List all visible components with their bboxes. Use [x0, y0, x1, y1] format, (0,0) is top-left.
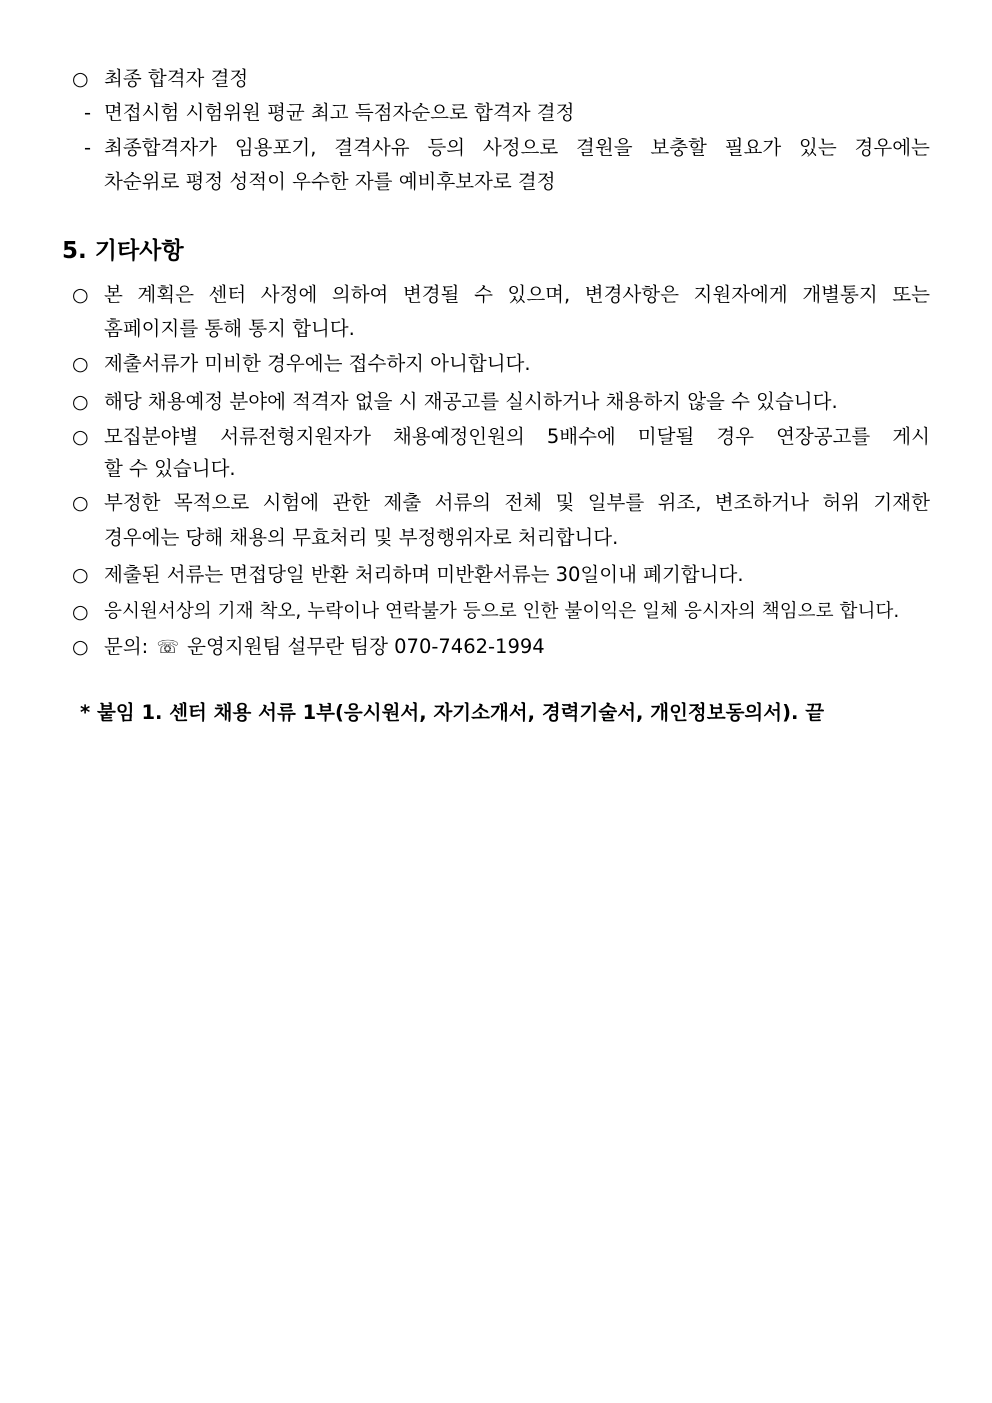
re-announcement-item: 해당 채용예정 분야에 적격자 없을 시 재공고를 실시하거나 채용하지 않을 수 있습니다.	[104, 390, 838, 413]
inquiry-item	[104, 634, 545, 661]
dash-marker: -	[84, 136, 92, 159]
hollow-circle-bullet-icon: ○	[72, 353, 89, 375]
hollow-circle-bullet-icon: ○	[72, 426, 89, 448]
telephone-icon: ☏	[156, 637, 179, 658]
hollow-circle-bullet-icon: ○	[72, 636, 89, 658]
final-pass-bullet: 최종 합격자 결정	[104, 67, 249, 90]
hollow-circle-bullet-icon: ○	[72, 68, 89, 90]
reserve-candidate-line-2: 차순위로 평정 성적이 우수한 자를 예비후보자로 결정	[104, 170, 556, 193]
hollow-circle-bullet-icon: ○	[72, 601, 89, 623]
extension-notice-line-1: 모집분야별 서류전형지원자가 채용예정인원의 5배수에 미달될 경우 연장공고를 게시	[104, 425, 930, 448]
fraud-line-1: 부정한 목적으로 시험에 관한 제출 서류의 전체 및 일부를 위조, 변조하거나 허위 기재한	[104, 491, 930, 514]
reserve-candidate-line-1: 최종합격자가 임용포기, 결격사유 등의 사정으로 결원을 보충할 필요가 있는 경우에는	[104, 136, 930, 159]
inquiry-contact: 운영지원팀 설무란 팀장 070-7462-1994	[187, 635, 545, 658]
hollow-circle-bullet-icon: ○	[72, 284, 89, 306]
incomplete-documents-item: 제출서류가 미비한 경우에는 접수하지 아니합니다.	[104, 352, 531, 375]
plan-change-line-1: 본 계획은 센터 사정에 의하여 변경될 수 있으며, 변경사항은 지원자에게 개별통지 또는	[104, 283, 930, 306]
hollow-circle-bullet-icon: ○	[72, 492, 89, 514]
section-heading: 5. 기타사항	[62, 238, 184, 264]
extension-notice-line-2: 할 수 있습니다.	[104, 457, 236, 480]
hollow-circle-bullet-icon: ○	[72, 564, 89, 586]
document-return-item: 제출된 서류는 면접당일 반환 처리하며 미반환서류는 30일이내 폐기합니다.	[104, 563, 744, 586]
plan-change-line-2: 홈페이지를 통해 통지 합니다.	[104, 317, 355, 340]
interview-rank-line: 면접시험 시험위원 평균 최고 득점자순으로 합격자 결정	[104, 101, 575, 124]
fraud-line-2: 경우에는 당해 채용의 무효처리 및 부정행위자로 처리합니다.	[104, 526, 619, 549]
hollow-circle-bullet-icon: ○	[72, 391, 89, 413]
dash-marker: -	[84, 101, 92, 124]
applicant-responsibility-item: 응시원서상의 기재 착오, 누락이나 연락불가 등으로 인한 불이익은 일체 응시자의 책임으로 합니다.	[104, 601, 900, 622]
inquiry-label: 문의:	[104, 635, 149, 658]
attachment-note: * 붙임 1. 센터 채용 서류 1부(응시원서, 자기소개서, 경력기술서, 개인정보동의서). 끝	[80, 701, 825, 724]
